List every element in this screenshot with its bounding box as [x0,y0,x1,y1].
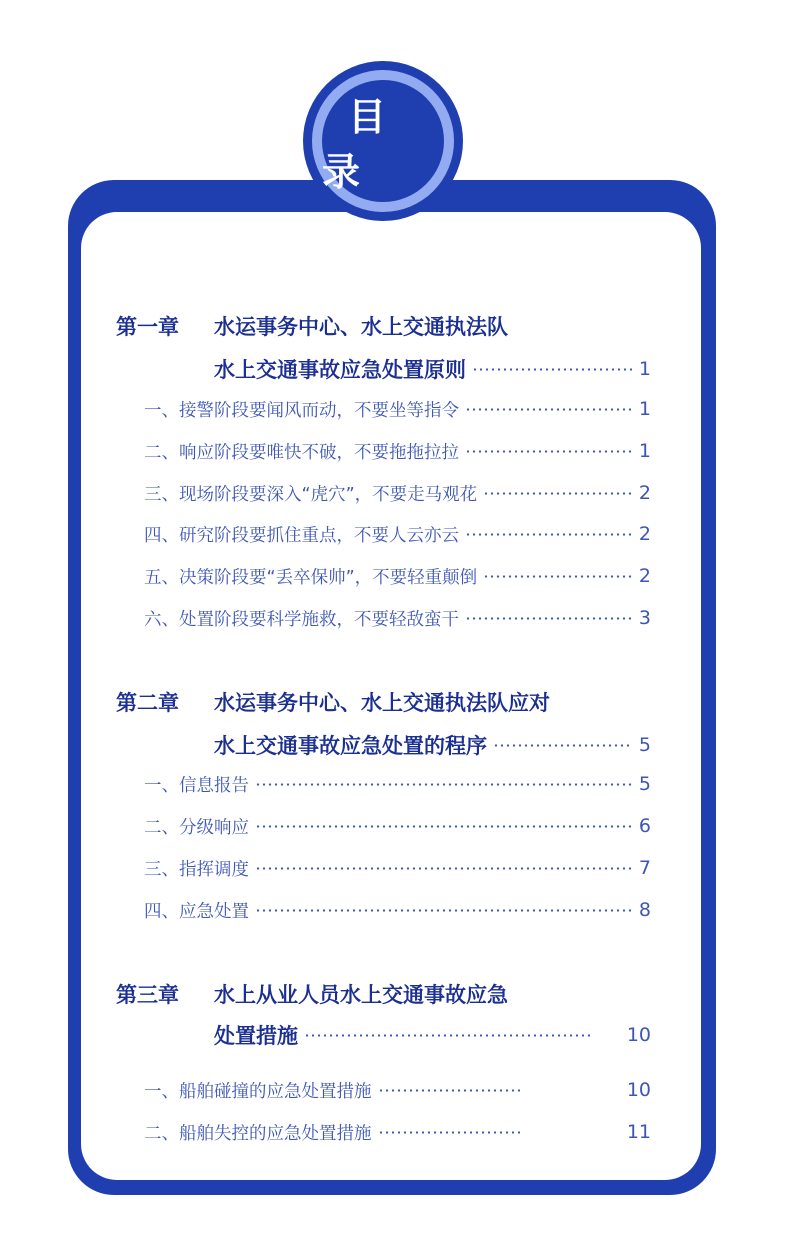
toc-entry-page: 2 [638,565,651,587]
toc-entry-text: 二、分级响应 [144,817,249,838]
chapter-1-title: 水运事务中心、水上交通执法队 [214,315,508,339]
chapter-2-label: 第二章 [116,691,179,715]
leader-dots [378,1130,522,1135]
chapter-3-heading[interactable] [116,981,508,1009]
leader-dots [378,1088,522,1093]
leader-dots [465,616,633,621]
toc-entry-page: 1 [638,440,651,462]
toc-entry[interactable] [144,605,651,631]
toc-entry[interactable] [144,813,651,839]
toc-entry[interactable] [144,438,651,464]
toc-entry-text: 四、应急处置 [144,901,249,922]
toc-entry[interactable] [144,396,651,422]
toc-entry-text: 一、信息报告 [144,775,249,796]
toc-entry[interactable] [144,1119,651,1145]
toc-entry[interactable] [144,897,651,923]
toc-entry-text: 五、决策阶段要“丢卒保帅”，不要轻重颠倒 [144,567,478,588]
chapter-3-label: 第三章 [116,983,179,1007]
toc-entry[interactable] [144,1077,651,1103]
toc-entry-page: 7 [638,857,651,879]
toc-entry[interactable] [144,771,651,797]
leader-dots [493,743,633,748]
toc-entry-page: 11 [626,1121,651,1143]
toc-entry-page: 1 [638,398,651,420]
toc-entry-page: 10 [626,1079,651,1101]
chapter-2-title: 水运事务中心、水上交通执法队应对 [214,691,550,715]
toc-entry-text: 二、船舶失控的应急处置措施 [144,1123,372,1144]
leader-dots [255,782,633,787]
chapter-2-title-line2[interactable] [214,731,651,759]
leader-dots [483,574,633,579]
toc-entry-text: 二、响应阶段要唯快不破，不要拖拖拉拉 [144,442,459,463]
leader-dots [255,866,633,871]
toc-entry-page: 2 [638,523,651,545]
toc-entry[interactable] [144,563,651,589]
chapter-3-page: 10 [626,1024,651,1046]
leader-dots [483,491,633,496]
chapter-1-heading[interactable] [116,313,508,341]
leader-dots [304,1033,594,1038]
toc-entry-text: 一、接警阶段要闻风而动，不要坐等指令 [144,400,459,421]
leader-dots [255,824,633,829]
chapter-2-heading[interactable] [116,689,550,717]
chapter-1-subtitle: 水上交通事故应急处置原则 [214,358,466,382]
leader-dots [465,449,633,454]
toc-entry-text: 一、船舶碰撞的应急处置措施 [144,1081,372,1102]
chapter-2-subtitle: 水上交通事故应急处置的程序 [214,734,487,758]
chapter-1-title-line2[interactable] [214,355,651,383]
toc-entry[interactable] [144,855,651,881]
toc-entry-text: 三、指挥调度 [144,859,249,880]
toc-entry-text: 六、处置阶段要科学施救，不要轻敌蛮干 [144,609,459,630]
toc-entry[interactable] [144,521,651,547]
page-title: 目录 [322,80,444,202]
leader-dots [465,532,633,537]
chapter-1-label: 第一章 [116,315,179,339]
toc-entry-text: 四、研究阶段要抓住重点，不要人云亦云 [144,525,459,546]
leader-dots [255,908,633,913]
toc-entry-page: 3 [638,607,651,629]
toc-entry-text: 三、现场阶段要深入“虎穴”，不要走马观花 [144,484,478,505]
toc-entry-page: 2 [638,482,651,504]
leader-dots [465,407,633,412]
toc-entry-page: 6 [638,815,651,837]
toc-entry-page: 8 [638,899,651,921]
chapter-3-title-line2[interactable] [214,1021,651,1049]
chapter-3-subtitle: 处置措施 [214,1024,298,1048]
chapter-1-page: 1 [638,358,651,380]
toc-entry-page: 5 [638,773,651,795]
leader-dots [472,367,633,372]
toc-entry[interactable] [144,480,651,506]
chapter-2-page: 5 [638,734,651,756]
chapter-3-title: 水上从业人员水上交通事故应急 [214,983,508,1007]
